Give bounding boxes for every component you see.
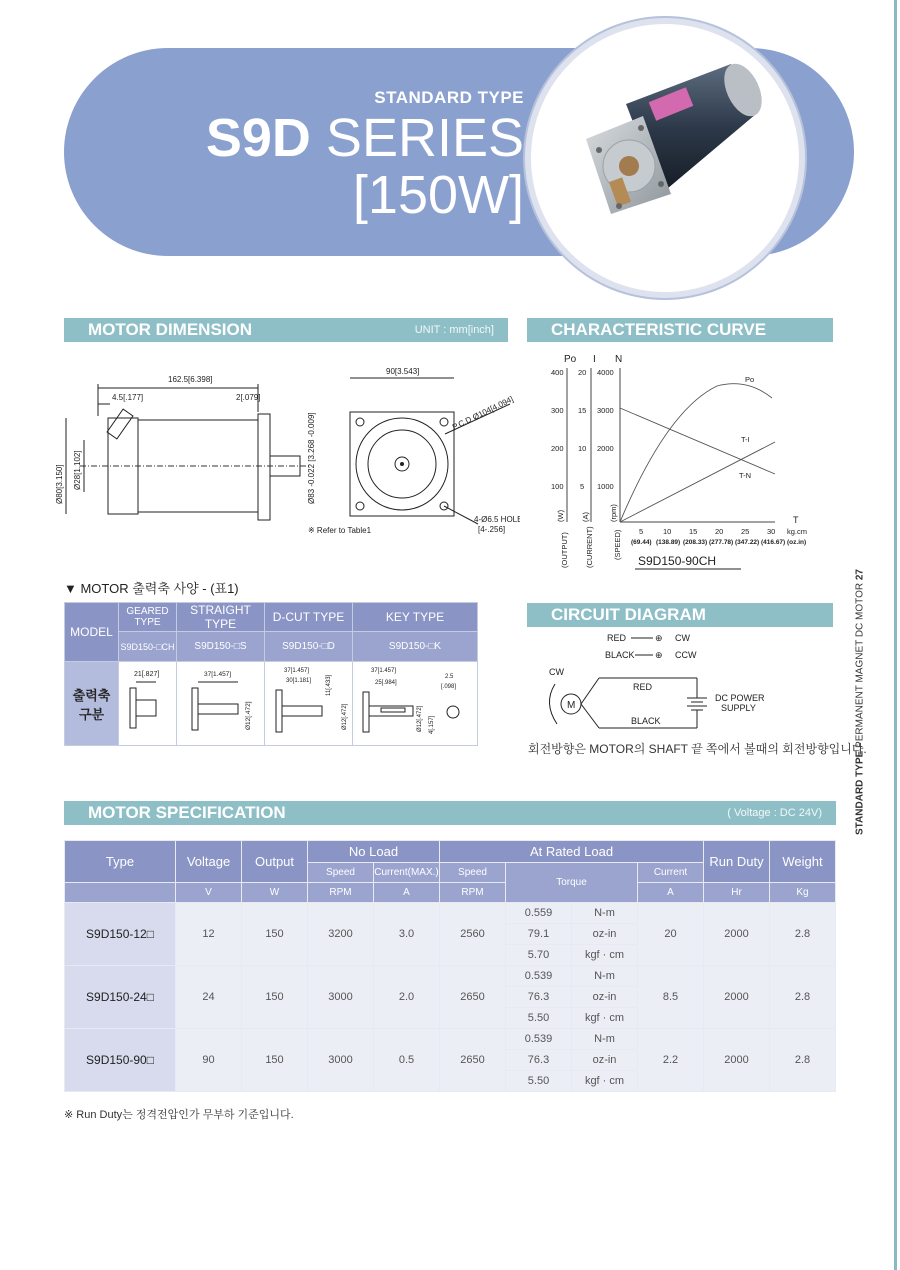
th-output: Output	[242, 841, 308, 883]
cell-current: 8.5	[638, 966, 704, 1029]
hero-power: [150W]	[352, 165, 524, 225]
cell-torque-value: 5.50	[506, 1071, 572, 1092]
t-tick-oz: (416.67)	[761, 539, 786, 546]
i-tick: 5	[580, 482, 585, 491]
shaft-col-type: GEARED TYPE	[119, 603, 177, 632]
shaft-straight-drawing	[177, 662, 265, 746]
shaft-col-model: S9D150-□S	[177, 632, 265, 662]
cell-nl-speed: 3000	[308, 1029, 374, 1092]
th-type: Type	[65, 841, 176, 883]
cell-current: 20	[638, 903, 704, 966]
characteristic-curve-chart	[527, 350, 833, 575]
shaft-col-model: S9D150-□D	[265, 632, 353, 662]
wire-red: RED	[633, 682, 653, 692]
t-tick-oz: (69.44)	[631, 539, 652, 546]
motor-letter: M	[567, 700, 576, 711]
shaft-dim: Ø12[.472]	[341, 703, 348, 730]
hero-series	[206, 108, 524, 168]
unit-speed-rated: RPM	[440, 883, 506, 903]
i-tick: 15	[578, 406, 587, 415]
tn-line-label: T-N	[739, 471, 752, 480]
power-label-1: DC POWER	[715, 693, 765, 703]
cell-speed: 2650	[440, 1029, 506, 1092]
th-current: Current	[638, 863, 704, 883]
spec-footnote: ※ Run Duty는 정격전압인가 무부하 기준입니다.	[64, 1109, 294, 1121]
th-current-max: Current(MAX.)	[374, 863, 440, 883]
po-tick: 100	[551, 482, 564, 491]
cell-type: S9D150-90□	[65, 1029, 176, 1092]
i-tick: 20	[578, 368, 587, 377]
section-characteristic-curve: CHARACTERISTIC CURVE	[527, 318, 833, 342]
t-tick-oz: (208.33)	[683, 539, 708, 546]
shaft-dim: 2.5	[445, 674, 454, 680]
cell-weight: 2.8	[770, 1029, 836, 1092]
cell-torque-value: 5.50	[506, 1008, 572, 1029]
legend-plus-icon: ⊕	[655, 650, 663, 660]
cell-torque-value: 0.539	[506, 1029, 572, 1050]
unit-w: (W)	[556, 509, 565, 522]
th-voltage: Voltage	[176, 841, 242, 883]
t-ticks	[639, 527, 807, 536]
cell-voltage: 12	[176, 903, 242, 966]
cell-torque-value: 76.3	[506, 987, 572, 1008]
n-ticks	[597, 368, 614, 491]
cell-nl-speed: 3000	[308, 966, 374, 1029]
shaft-geared-drawing	[119, 662, 177, 746]
cell-torque-unit: kgf · cm	[572, 1008, 638, 1029]
cell-torque-unit: oz-in	[572, 1050, 638, 1071]
side-label-bold: STANDARD TYPE	[854, 750, 866, 835]
ti-line-label: T-I	[741, 435, 750, 444]
th-torque: Torque	[506, 863, 638, 903]
cell-torque-unit: oz-in	[572, 987, 638, 1008]
ti-line	[620, 442, 775, 522]
t-tick: 25	[741, 527, 750, 536]
shaft-dim: 37[1.457]	[283, 668, 309, 674]
side-label-rest: PERMANENT MAGNET DC MOTOR	[854, 582, 866, 751]
cell-voltage: 90	[176, 1029, 242, 1092]
dim-length-a: 4.5[.177]	[112, 393, 144, 402]
cell-output: 150	[242, 903, 308, 966]
cell-run-duty: 2000	[704, 966, 770, 1029]
cell-output: 150	[242, 1029, 308, 1092]
t-tick-oz: (138.89)	[656, 539, 681, 546]
dimension-unit: UNIT : mm[inch]	[414, 324, 494, 336]
shaft-dcut-drawing	[265, 662, 353, 746]
label-current: (CURRENT)	[585, 526, 594, 568]
wire-black: BLACK	[631, 716, 661, 726]
shaft-table	[64, 602, 478, 746]
shaft-row-label: 출력축 구분	[65, 662, 119, 746]
dim-hole: 4-Ø6.5 HOLE	[474, 515, 520, 524]
cell-torque-unit: N-m	[572, 903, 638, 924]
po-tick: 300	[551, 406, 564, 415]
cell-torque-unit: kgf · cm	[572, 1071, 638, 1092]
po-tick: 400	[551, 368, 564, 377]
dim-dia-80: Ø80[3.150]	[55, 464, 64, 504]
shaft-key-drawing	[353, 662, 478, 746]
t-unit: kg.cm	[787, 527, 808, 536]
refer-table-note: ※ Refer to Table1	[308, 526, 372, 535]
table-row	[65, 1029, 836, 1050]
cell-run-duty: 2000	[704, 903, 770, 966]
th-speed: Speed	[308, 863, 374, 883]
th-weight: Weight	[770, 841, 836, 883]
n-tick: 1000	[597, 482, 614, 491]
dim-length-b: 2[.079]	[236, 393, 261, 402]
hero-subtitle: STANDARD TYPE	[374, 88, 524, 107]
section-motor-dimension	[64, 318, 508, 342]
th-speed-rated: Speed	[440, 863, 506, 883]
t-tick: 30	[767, 527, 776, 536]
dim-hole-inch: [4-.256]	[478, 525, 506, 534]
unit-current-max: A	[374, 883, 440, 903]
cell-speed: 2650	[440, 966, 506, 1029]
section-motor-spec	[64, 801, 836, 825]
t-tick: 15	[689, 527, 698, 536]
motor-dimension-drawing	[50, 364, 520, 554]
shaft-dim: 4[.157]	[429, 715, 435, 734]
dim-width-90: 90[3.543]	[386, 367, 420, 376]
shaft-col-model: S9D150-□K	[353, 632, 478, 662]
table-row	[65, 903, 836, 924]
t-tick: 10	[663, 527, 672, 536]
legend-black: BLACK	[605, 650, 635, 660]
section-title: MOTOR SPECIFICATION	[88, 803, 286, 822]
shaft-dim: 37[1.457]	[203, 671, 231, 678]
cell-torque-unit: N-m	[572, 1029, 638, 1050]
shaft-col-type: STRAIGHT TYPE	[177, 603, 265, 632]
label-speed: (SPEED)	[613, 529, 622, 560]
po-curve	[620, 384, 772, 522]
shaft-table-title: ▼ MOTOR 출력축 사양 - (표1)	[64, 581, 239, 596]
cell-nl-speed: 3200	[308, 903, 374, 966]
spec-voltage: ( Voltage : DC 24V)	[727, 807, 822, 819]
po-tick: 200	[551, 444, 564, 453]
cell-speed: 2560	[440, 903, 506, 966]
rotation-note: 회전방향은 MOTOR의 SHAFT 끝 쪽에서 볼때의 회전방향입니다.	[528, 742, 867, 756]
cell-torque-value: 5.70	[506, 945, 572, 966]
tn-line	[620, 408, 775, 474]
unit-a: (A)	[581, 512, 590, 522]
dim-dia-28: Ø28[1.102]	[73, 450, 82, 490]
cell-torque-unit: oz-in	[572, 924, 638, 945]
cell-output: 150	[242, 966, 308, 1029]
cell-current: 2.2	[638, 1029, 704, 1092]
cell-torque-value: 0.559	[506, 903, 572, 924]
n-tick: 4000	[597, 368, 614, 377]
axis-label-t: T	[793, 515, 799, 525]
th-rated: At Rated Load	[440, 841, 704, 863]
side-label	[850, 569, 870, 835]
shaft-dim: 11[.433]	[325, 674, 332, 696]
cell-type: S9D150-12□	[65, 903, 176, 966]
t-unit-oz: (oz.in)	[787, 539, 807, 546]
t-ticks-oz	[631, 539, 806, 546]
shaft-dim: 25[.984]	[375, 680, 397, 686]
dim-total-length: 162.5[6.398]	[168, 375, 213, 384]
section-title: MOTOR DIMENSION	[88, 320, 253, 339]
series-word: SERIES	[310, 108, 524, 168]
t-tick: 20	[715, 527, 724, 536]
cell-nl-current: 2.0	[374, 966, 440, 1029]
cell-torque-unit: N-m	[572, 966, 638, 987]
shaft-dim: Ø12[.472]	[417, 705, 423, 732]
axis-label-n: N	[615, 354, 623, 365]
unit-speed: RPM	[308, 883, 374, 903]
series-code: S9D	[205, 108, 311, 168]
shaft-dim: [.098]	[441, 684, 457, 690]
t-tick-oz: (277.78)	[709, 539, 734, 546]
motor-photo	[525, 18, 805, 298]
axis-label-i: I	[593, 354, 596, 365]
shaft-dim: 30[1.181]	[285, 678, 311, 684]
shaft-col-model: S9D150-□CH	[119, 632, 177, 662]
curve-model: S9D150-90CH	[638, 554, 717, 568]
shaft-col-type: KEY TYPE	[353, 603, 478, 632]
n-tick: 2000	[597, 444, 614, 453]
unit-voltage: V	[176, 883, 242, 903]
rotation-label: CW	[549, 667, 564, 677]
circuit-diagram	[527, 628, 833, 736]
cell-weight: 2.8	[770, 966, 836, 1029]
cell-torque-value: 79.1	[506, 924, 572, 945]
shaft-dim: Ø12[.472]	[244, 701, 252, 730]
n-tick: 3000	[597, 406, 614, 415]
cell-torque-value: 0.539	[506, 966, 572, 987]
unit-run-duty: Hr	[704, 883, 770, 903]
power-label-2: SUPPLY	[721, 703, 756, 713]
page-edge-rule	[894, 0, 897, 1270]
legend-red: RED	[607, 633, 627, 643]
shaft-col-type: D-CUT TYPE	[265, 603, 353, 632]
cell-torque-value: 76.3	[506, 1050, 572, 1071]
dim-dia-83: Ø83 -0.022 [3.268 -0.009]	[307, 412, 316, 504]
cell-nl-current: 0.5	[374, 1029, 440, 1092]
po-curve-label: Po	[745, 375, 755, 384]
table-row	[65, 966, 836, 987]
cell-type: S9D150-24□	[65, 966, 176, 1029]
dim-pcd: P.C.D Ø104[4.094]	[450, 394, 515, 432]
cell-weight: 2.8	[770, 903, 836, 966]
unit-output: W	[242, 883, 308, 903]
i-ticks	[578, 368, 586, 491]
cell-voltage: 24	[176, 966, 242, 1029]
shaft-dim: 21[.827]	[133, 671, 159, 678]
i-tick: 10	[578, 444, 587, 453]
page-number: 27	[854, 569, 866, 581]
shaft-dim: 37[1.457]	[371, 668, 397, 674]
unit-rpm: (rpm)	[609, 504, 618, 522]
cell-run-duty: 2000	[704, 1029, 770, 1092]
cell-torque-unit: kgf · cm	[572, 945, 638, 966]
label-output: (OUTPUT)	[560, 532, 569, 568]
th-no-load: No Load	[308, 841, 440, 863]
t-tick: 5	[639, 527, 644, 536]
unit-type	[65, 883, 176, 903]
legend-plus-icon: ⊕	[655, 633, 663, 643]
spec-table	[64, 840, 836, 1092]
shaft-model-label: MODEL	[65, 603, 119, 662]
legend-ccw: CCW	[675, 650, 697, 660]
t-tick-oz: (347.22)	[735, 539, 760, 546]
section-circuit-diagram: CIRCUIT DIAGRAM	[527, 603, 833, 627]
th-run-duty: Run Duty	[704, 841, 770, 883]
unit-weight: Kg	[770, 883, 836, 903]
cell-nl-current: 3.0	[374, 903, 440, 966]
axis-label-po: Po	[564, 354, 577, 365]
legend-cw: CW	[675, 633, 690, 643]
po-ticks	[551, 368, 564, 491]
unit-current: A	[638, 883, 704, 903]
